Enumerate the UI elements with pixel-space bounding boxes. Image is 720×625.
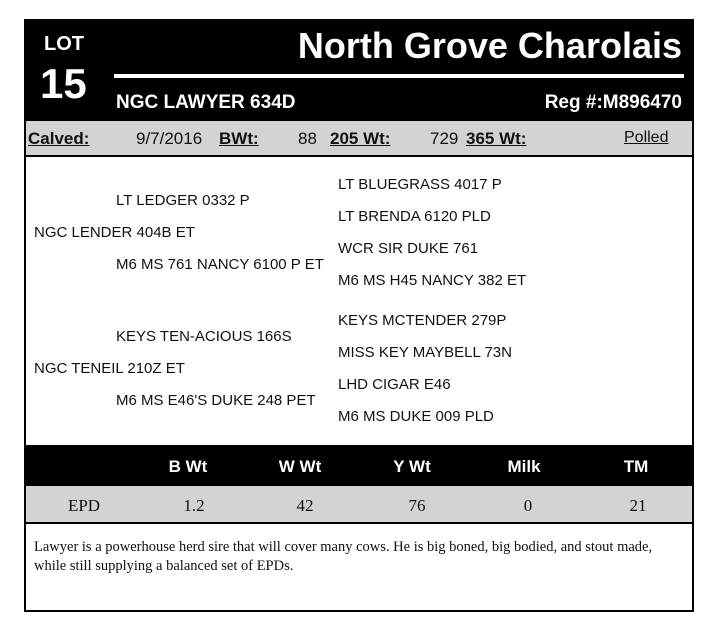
polled-status: Polled [624,129,669,146]
registration-number: Reg #:M896470 [544,92,682,113]
dam-dam-dam: M6 MS DUKE 009 PLD [338,408,494,425]
epd-value-ywt: 76 [408,496,426,515]
wt205-value: 729 [430,129,459,148]
lot-header [26,21,692,121]
epd-value-row [26,486,692,524]
lot-card [24,19,694,612]
epd-header-bwt: B Wt [168,457,208,476]
dam-dam: M6 MS E46'S DUKE 248 PET [116,392,316,409]
animal-name: NGC LAWYER 634D [116,92,296,113]
epd-value-bwt: 1.2 [183,496,205,515]
dam-dam-sire: LHD CIGAR E46 [338,376,451,393]
epd-row-label: EPD [67,496,101,515]
sire: NGC LENDER 404B ET [34,224,195,241]
farm-name: North Grove Charolais [297,25,682,66]
sire-dam-sire: WCR SIR DUKE 761 [338,240,479,257]
dam-sire-sire: KEYS MCTENDER 279P [338,312,507,329]
pedigree [26,159,692,445]
lot-number: 15 [40,60,87,107]
header-divider [114,74,684,78]
lot-description: Lawyer is a powerhouse herd sire that will cover many cows. He is big boned, big bodied, and stout made, while still supplying a balanced set of EPDs. [34,539,653,574]
bwt-label: BWt: [219,129,259,148]
sire-sire-sire: LT BLUEGRASS 4017 P [338,176,502,193]
epd-value-tm: 21 [629,496,647,515]
lot-label: LOT [44,33,84,55]
sire-sire-dam: LT BRENDA 6120 PLD [338,208,491,225]
epd-value-milk: 0 [523,496,533,515]
bwt-value: 88 [298,129,317,148]
epd-header-row [26,445,692,486]
info-bar [26,121,692,157]
calved-label: Calved: [28,129,90,148]
dam-sire: KEYS TEN-ACIOUS 166S [116,328,292,345]
epd-header-ywt: Y Wt [393,457,431,476]
sire-dam-dam: M6 MS H45 NANCY 382 ET [338,272,527,289]
calved-value: 9/7/2016 [136,129,203,148]
sire-sire: LT LEDGER 0332 P [116,192,250,209]
epd-header-milk: Milk [507,457,541,476]
epd-header-wwt: W Wt [278,457,322,476]
dam-sire-dam: MISS KEY MAYBELL 73N [338,344,512,361]
epd-header-tm: TM [623,457,649,476]
epd-value-wwt: 42 [296,496,314,515]
wt365-label: 365 Wt: [466,129,527,148]
sire-dam: M6 MS 761 NANCY 6100 P ET [116,256,324,273]
dam: NGC TENEIL 210Z ET [34,360,185,377]
wt205-label: 205 Wt: [330,129,391,148]
